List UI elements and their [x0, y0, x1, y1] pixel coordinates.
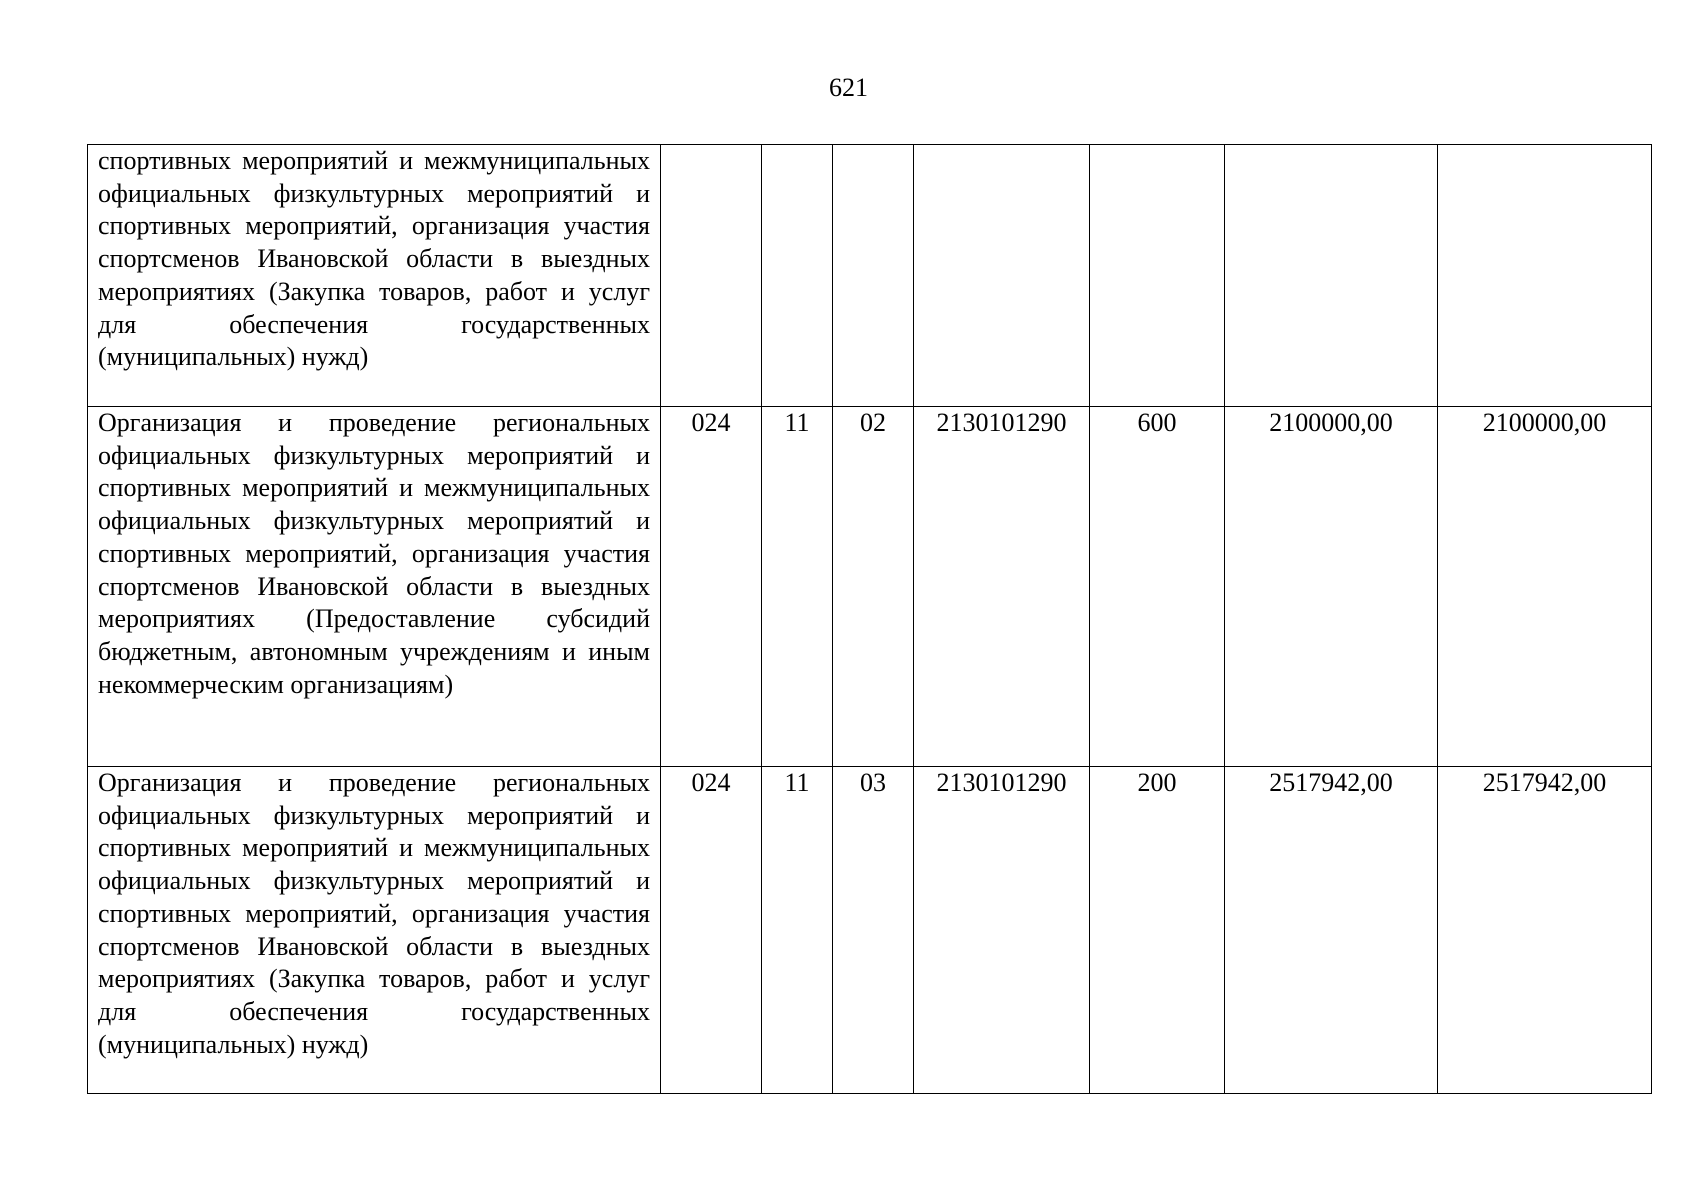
subsection-code-cell — [833, 145, 914, 407]
amount-cell-2 — [1438, 145, 1652, 407]
budget-table — [87, 144, 1652, 1094]
section-code-cell — [762, 145, 833, 407]
ministry-code-cell — [661, 145, 762, 407]
target-article-cell — [914, 145, 1090, 407]
target-article-cell: 2130101290 — [914, 767, 1090, 1094]
row-description-cell — [88, 407, 661, 767]
row-description: Организация и проведение региональных официальных физкультурных мероприятий и спортивных мероприятий и межмуниципальных официальных физкультурных мероприятий и спортивных мероприятий, организация участия спортсменов Ивановской области в выездных мероприятиях (Закупка товаров, работ и услуг для обеспечения государственных (муниципальных) нужд) — [98, 768, 650, 1059]
subsection-code-cell: 03 — [833, 767, 914, 1094]
row-description-cell — [88, 145, 661, 407]
row-description: спортивных мероприятий и межмуниципальных официальных физкультурных мероприятий и спортивных мероприятий, организация участия спортсменов Ивановской области в выездных мероприятиях (Закупка товаров, работ и услуг для обеспечения государственных (муниципальных) нужд) — [98, 146, 650, 372]
amount-cell-2: 2100000,00 — [1438, 407, 1652, 767]
ministry-code-cell: 024 — [661, 407, 762, 767]
ministry-code-cell: 024 — [661, 767, 762, 1094]
target-article-cell: 2130101290 — [914, 407, 1090, 767]
expense-type-cell: 200 — [1090, 767, 1225, 1094]
table-row — [88, 407, 1652, 767]
table-row — [88, 145, 1652, 407]
expense-type-cell: 600 — [1090, 407, 1225, 767]
row-description-cell — [88, 767, 661, 1094]
section-code-cell: 11 — [762, 407, 833, 767]
expense-type-cell — [1090, 145, 1225, 407]
amount-cell-1: 2100000,00 — [1225, 407, 1438, 767]
subsection-code-cell: 02 — [833, 407, 914, 767]
row-description: Организация и проведение региональных официальных физкультурных мероприятий и спортивных мероприятий и межмуниципальных официальных физкультурных мероприятий и спортивных мероприятий, организация участия спортсменов Ивановской области в выездных мероприятиях (Предоставление субсидий бюджетным, автономным учреждениям и иным некоммерческим организациям) — [98, 408, 650, 699]
amount-cell-2: 2517942,00 — [1438, 767, 1652, 1094]
amount-cell-1 — [1225, 145, 1438, 407]
section-code-cell: 11 — [762, 767, 833, 1094]
amount-cell-1: 2517942,00 — [1225, 767, 1438, 1094]
table-row — [88, 767, 1652, 1094]
page-number: 621 — [829, 73, 868, 102]
